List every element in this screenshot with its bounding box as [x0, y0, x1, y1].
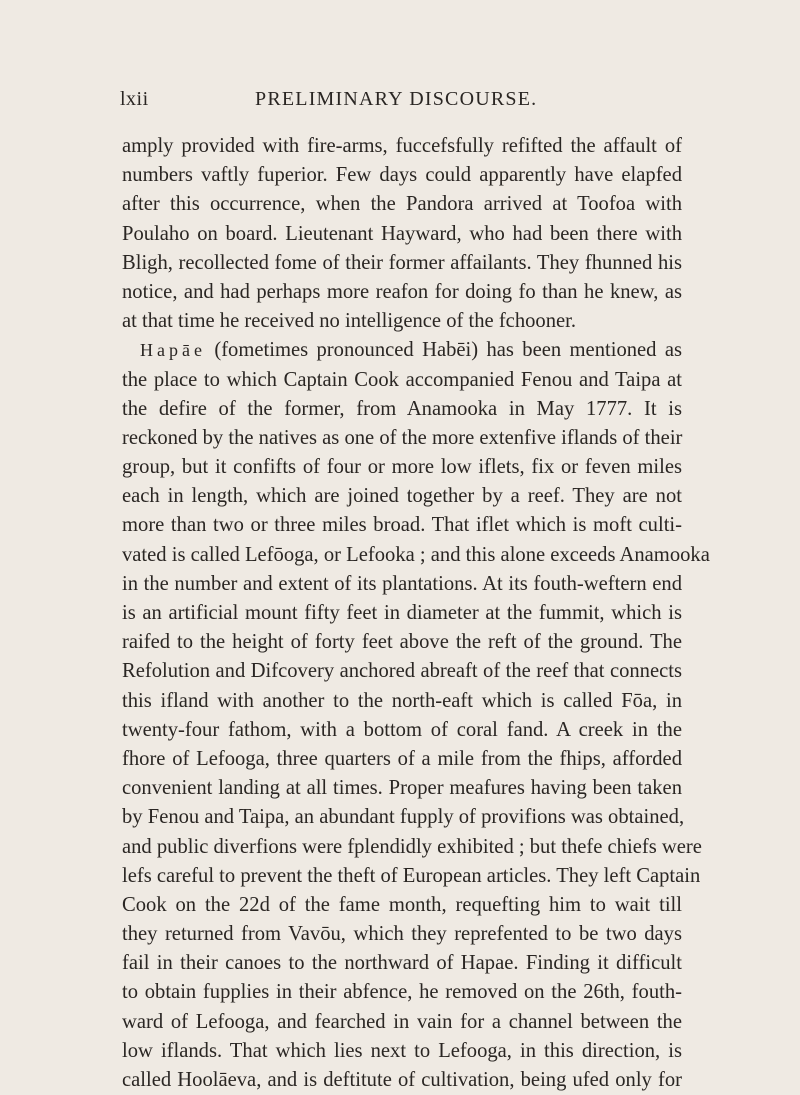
text-line: each in length, which are joined together by a reef. They are not	[122, 485, 682, 508]
text-line: they returned from Vavōu, which they reprefented to be two days	[122, 923, 682, 946]
section-heading: Hapāe	[140, 340, 206, 361]
text-line: vated is called Lefōoga, or Lefooka ; and this alone exceeds Anamooka	[122, 543, 710, 566]
paragraph-start-line	[122, 336, 682, 365]
text-line: lefs careful to prevent the theft of European articles. They left Captain	[122, 864, 701, 887]
text-line: Refolution and Difcovery anchored abreaft of the reef that connects	[122, 660, 682, 683]
text-line: to obtain fupplies in their abfence, he removed on the 26th, fouth-	[122, 981, 682, 1004]
text-line: ward of Lefooga, and fearched in vain for a channel between the	[122, 1010, 682, 1033]
text-line: is an artificial mount fifty feet in diameter at the fummit, which is	[122, 602, 682, 624]
text-line: raifed to the height of forty feet above the reft of the ground. The	[122, 631, 682, 654]
text-line: fhore of Lefooga, three quarters of a mile from the fhips, afforded	[122, 747, 682, 770]
text-line: called Hoolāeva, and is deftitute of cultivation, being ufed only for	[122, 1069, 682, 1091]
text-line: Bligh, recollected fome of their former affailants. They fhunned his	[122, 251, 682, 274]
text-line: (fometimes pronounced Habēi) has been mentioned as	[214, 339, 682, 362]
text-line: Poulaho on board. Lieutenant Hayward, who had been there with	[122, 222, 682, 245]
text-line: notice, and had perhaps more reafon for doing fo than he knew, as	[122, 280, 682, 303]
text-line: Cook on the 22d of the fame month, requefting him to wait till	[122, 893, 682, 916]
text-line: amply provided with fire-arms, fuccefsfully refifted the affault of	[122, 135, 682, 157]
text-line: more than two or three miles broad. That iflet which is moft culti-	[122, 514, 682, 537]
text-line: fail in their canoes to the northward of Hapae. Finding it difficult	[122, 952, 682, 975]
text-line: low iflands. That which lies next to Lefooga, in this direction, is	[122, 1039, 682, 1062]
page-title: PRELIMINARY DISCOURSE.	[255, 88, 538, 110]
text-line: twenty-four fathom, with a bottom of coral fand. A creek in the	[122, 718, 682, 741]
text-line: by Fenou and Taipa, an abundant fupply of provifions was obtained,	[122, 806, 685, 829]
text-line: in the number and extent of its plantations. At its fouth-weftern end	[122, 572, 682, 595]
text-line: convenient landing at all times. Proper meafures having been taken	[122, 777, 682, 800]
text-line: the defire of the former, from Anamooka in May 1777. It is	[122, 397, 682, 420]
page-number: lxii	[120, 88, 149, 110]
running-head	[120, 88, 680, 114]
text-line: at that time he received no intelligence of the fchooner.	[122, 310, 577, 333]
text-line: reckoned by the natives as one of the more extenfive iflands of their	[122, 426, 683, 449]
text-line: this ifland with another to the north-eaft which is called Fōa, in	[122, 689, 682, 712]
body-text	[122, 132, 710, 1095]
text-line: numbers vaftly fuperior. Few days could apparently have elapfed	[122, 164, 682, 187]
text-line: group, but it confifts of four or more low iflets, fix or feven miles	[122, 456, 682, 479]
text-line: after this occurrence, when the Pandora arrived at Toofoa with	[122, 193, 682, 216]
text-line: and public diverfions were fplendidly exhibited ; but thefe chiefs were	[122, 835, 702, 858]
text-line: the place to which Captain Cook accompanied Fenou and Taipa at	[122, 368, 682, 391]
